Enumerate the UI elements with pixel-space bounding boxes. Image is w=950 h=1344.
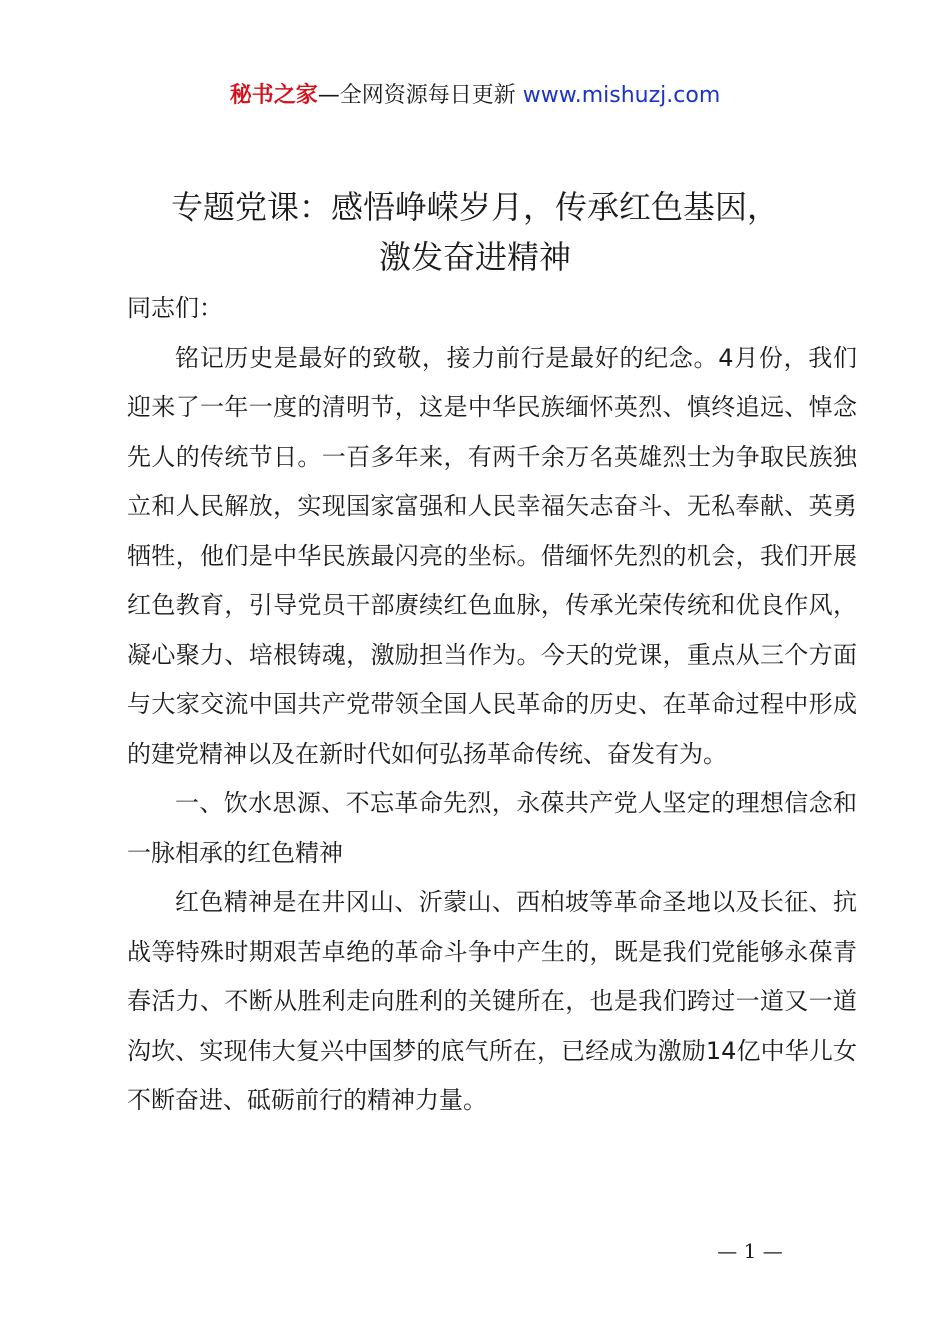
section-heading-1: 一、饮水思源、不忘革命先烈，永葆共产党人坚定的理想信念和一脉相承的红色精神: [127, 789, 857, 867]
document-body: [127, 284, 857, 1126]
salutation: 同志们：: [127, 294, 223, 322]
title-line-2: 激发奋进精神: [378, 238, 571, 276]
paragraph-red-spirit: 红色精神是在井冈山、沂蒙山、西柏坡等革命圣地以及长征、抗战等特殊时期艰苦卓绝的革命斗争中产生的，既是我们党能够永葆青春活力、不断从胜利走向胜利的关键所在，也是我们跨过一道又一道沟坎、实现伟大复兴中国梦的底气所在，已经成为激励14亿中华儿女不断奋进、砥砺前行的精神力量。: [127, 888, 857, 1114]
title-line-1: 专题党课：感悟峥嵘岁月，传承红色基因，: [170, 188, 779, 226]
header-slogan: —全网资源每日更新: [317, 83, 523, 108]
document-title: [60, 182, 890, 282]
paragraph-intro: 铭记历史是最好的致敬，接力前行是最好的纪念。4月份，我们迎来了一年一度的清明节，这是中华民族缅怀英烈、慎终追远、悼念先人的传统节日。一百多年来，有两千余万名英雄烈士为争取民族独立和人民解放，实现国家富强和人民幸福矢志奋斗、无私奉献、英勇牺牲，他们是中华民族最闪亮的坐标。借缅怀先烈的机会，我们开展红色教育，引导党员干部赓续红色血脉，传承光荣传统和优良作风，凝心聚力、培根铸魂，激励担当作为。今天的党课，重点从三个方面与大家交流中国共产党带领全国人民革命的历史、在革命过程中形成的建党精神以及在新时代如何弘扬革命传统、奋发有为。: [127, 343, 857, 768]
page-number: — 1 —: [717, 1239, 783, 1263]
page-header: [0, 78, 950, 114]
site-url-link[interactable]: www.mishuzj.com: [522, 83, 721, 108]
brand-name: 秘书之家: [229, 83, 318, 108]
